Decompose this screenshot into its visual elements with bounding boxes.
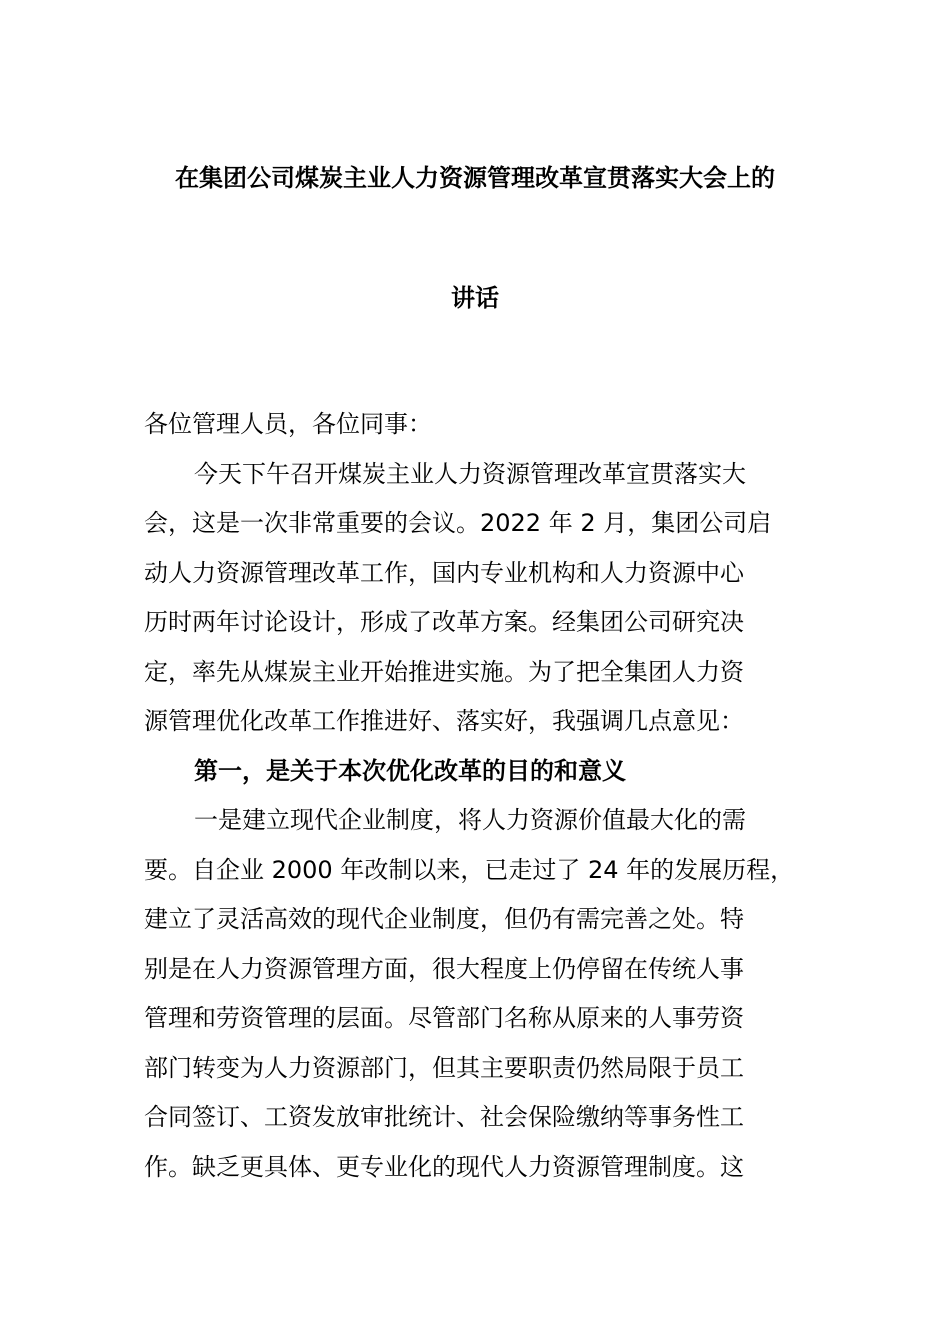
- paragraph-line: 源管理优化改革工作推进好、落实好，我强调几点意见：: [144, 707, 744, 735]
- salutation: 各位管理人员，各位同事：: [144, 410, 432, 438]
- paragraph-line: 会，这是一次非常重要的会议。2022 年 2 月，集团公司启: [144, 509, 772, 537]
- section-heading: 第一，是关于本次优化改革的目的和意义: [194, 756, 626, 785]
- document-title-line-1: 在集团公司煤炭主业人力资源管理改革宣贯落实大会上的: [175, 164, 775, 192]
- paragraph-line: 动人力资源管理改革工作，国内专业机构和人力资源中心: [144, 558, 744, 587]
- paragraph-line: 管理和劳资管理的层面。尽管部门名称从原来的人事劳资: [144, 1004, 744, 1032]
- paragraph-line: 建立了灵活高效的现代企业制度，但仍有需完善之处。特: [144, 905, 744, 933]
- paragraph-line: 历时两年讨论设计，形成了改革方案。经集团公司研究决: [144, 608, 744, 636]
- paragraph-line: 要。自企业 2000 年改制以来，已走过了 24 年的发展历程，: [144, 855, 795, 884]
- paragraph-line: 定，率先从煤炭主业开始推进实施。为了把全集团人力资: [144, 657, 744, 686]
- paragraph-line: 部门转变为人力资源部门，但其主要职责仍然局限于员工: [144, 1053, 744, 1082]
- document-title-line-2: 讲话: [451, 284, 499, 312]
- document-body: [144, 400, 806, 1192]
- paragraph-line: 合同签订、工资发放审批统计、社会保险缴纳等事务性工: [144, 1103, 744, 1131]
- paragraph-line: 一是建立现代企业制度，将人力资源价值最大化的需: [194, 806, 746, 834]
- paragraph-line: 今天下午召开煤炭主业人力资源管理改革宣贯落实大: [194, 459, 746, 488]
- paragraph-line: 作。缺乏更具体、更专业化的现代人力资源管理制度。这: [144, 1152, 744, 1181]
- paragraph-line: 别是在人力资源管理方面，很大程度上仍停留在传统人事: [144, 954, 744, 983]
